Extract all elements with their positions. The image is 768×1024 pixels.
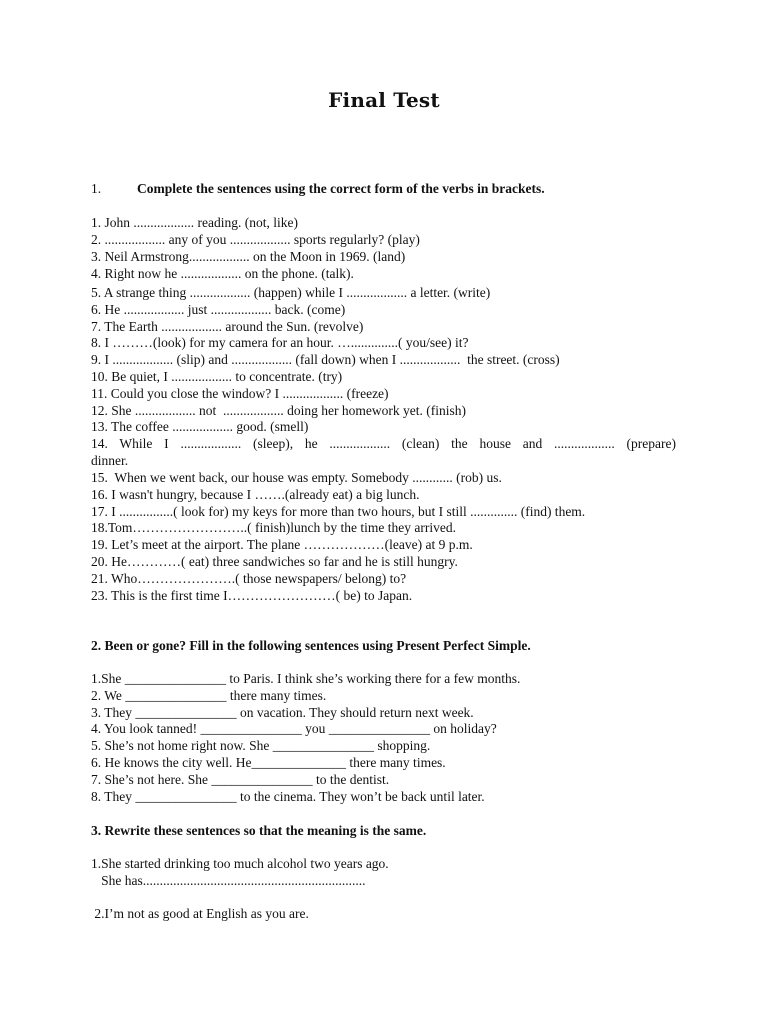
s1-item-15: 15. When we went back, our house was empty. Somebody ............ (rob) us. xyxy=(91,470,502,485)
s1-item-12: 12. She .................. not .................. doing her homework yet. (finish) xyxy=(91,403,466,418)
s1-item-11: 11. Could you close the window? I .................. (freeze) xyxy=(91,386,389,401)
s2-item-5: 5. She’s not home right now. She _______________ shopping. xyxy=(91,738,431,753)
s1-item-9: 9. I .................. (slip) and .................. (fall down) when I .................. the street. (cross) xyxy=(91,352,560,367)
s1-item-5: 5. A strange thing .................. (happen) while I .................. a letter. (write) xyxy=(91,285,491,300)
s3-item-1-answer: She has.................................................................. xyxy=(91,873,366,888)
s1-item-6: 6. He .................. just .................. back. (come) xyxy=(91,302,346,317)
s1-item-7: 7. The Earth .................. around the Sun. (revolve) xyxy=(91,319,364,334)
page-title: Final Test xyxy=(328,88,440,112)
section1-number: 1. xyxy=(91,181,102,196)
s3-item-1: 1.She started drinking too much alcohol two years ago. xyxy=(91,856,389,871)
s1-item-14-cont: dinner. xyxy=(91,453,129,468)
s1-item-4: 4. Right now he .................. on the phone. (talk). xyxy=(91,266,354,281)
s2-item-1: 1.She _______________ to Paris. I think she’s working there for a few months. xyxy=(91,671,521,686)
s1-item-1: 1. John .................. reading. (not, like) xyxy=(91,215,298,230)
s2-item-8: 8. They _______________ to the cinema. They won’t be back until later. xyxy=(91,789,485,804)
s3-item-2: 2.I’m not as good at English as you are. xyxy=(91,906,309,921)
s1-item-20: 20. He…………( eat) three sandwiches so far and he is still hungry. xyxy=(91,554,458,569)
s2-item-7: 7. She’s not here. She _______________ to the dentist. xyxy=(91,772,390,787)
s1-item-2: 2. .................. any of you .................. sports regularly? (play) xyxy=(91,232,420,247)
s1-item-14: 14. While I .................. (sleep), he .................. (clean) the house and .................. (prepare) xyxy=(91,436,676,451)
s2-item-6: 6. He knows the city well. He______________ there many times. xyxy=(91,755,446,770)
s1-item-10: 10. Be quiet, I .................. to concentrate. (try) xyxy=(91,369,343,384)
s1-item-23: 23. This is the first time I……………………( be) to Japan. xyxy=(91,588,413,603)
s1-item-8: 8. I ………(look) for my camera for an hour. …..............( you/see) it? xyxy=(91,335,469,350)
s1-item-17: 17. I ................( look for) my keys for more than two hours, but I still .............. (find) them. xyxy=(91,504,586,519)
s2-item-2: 2. We _______________ there many times. xyxy=(91,688,327,703)
s2-item-4: 4. You look tanned! _______________ you _______________ on holiday? xyxy=(91,721,497,736)
s1-item-21: 21. Who………………….( those newspapers/ belong) to? xyxy=(91,571,407,586)
section2-heading: 2. Been or gone? Fill in the following sentences using Present Perfect Simple. xyxy=(91,638,531,653)
s1-item-13: 13. The coffee .................. good. (smell) xyxy=(91,419,309,434)
s1-item-19: 19. Let’s meet at the airport. The plane ………………(leave) at 9 p.m. xyxy=(91,537,473,552)
s1-item-16: 16. I wasn't hungry, because I …….(already eat) a big lunch. xyxy=(91,487,420,502)
s1-item-18: 18.Tom……………………..( finish)lunch by the time they arrived. xyxy=(91,520,456,535)
section1-heading: Complete the sentences using the correct form of the verbs in brackets. xyxy=(137,181,545,196)
s1-item-3: 3. Neil Armstrong.................. on the Moon in 1969. (land) xyxy=(91,249,406,264)
s2-item-3: 3. They _______________ on vacation. They should return next week. xyxy=(91,705,474,720)
section3-heading: 3. Rewrite these sentences so that the meaning is the same. xyxy=(91,823,427,838)
